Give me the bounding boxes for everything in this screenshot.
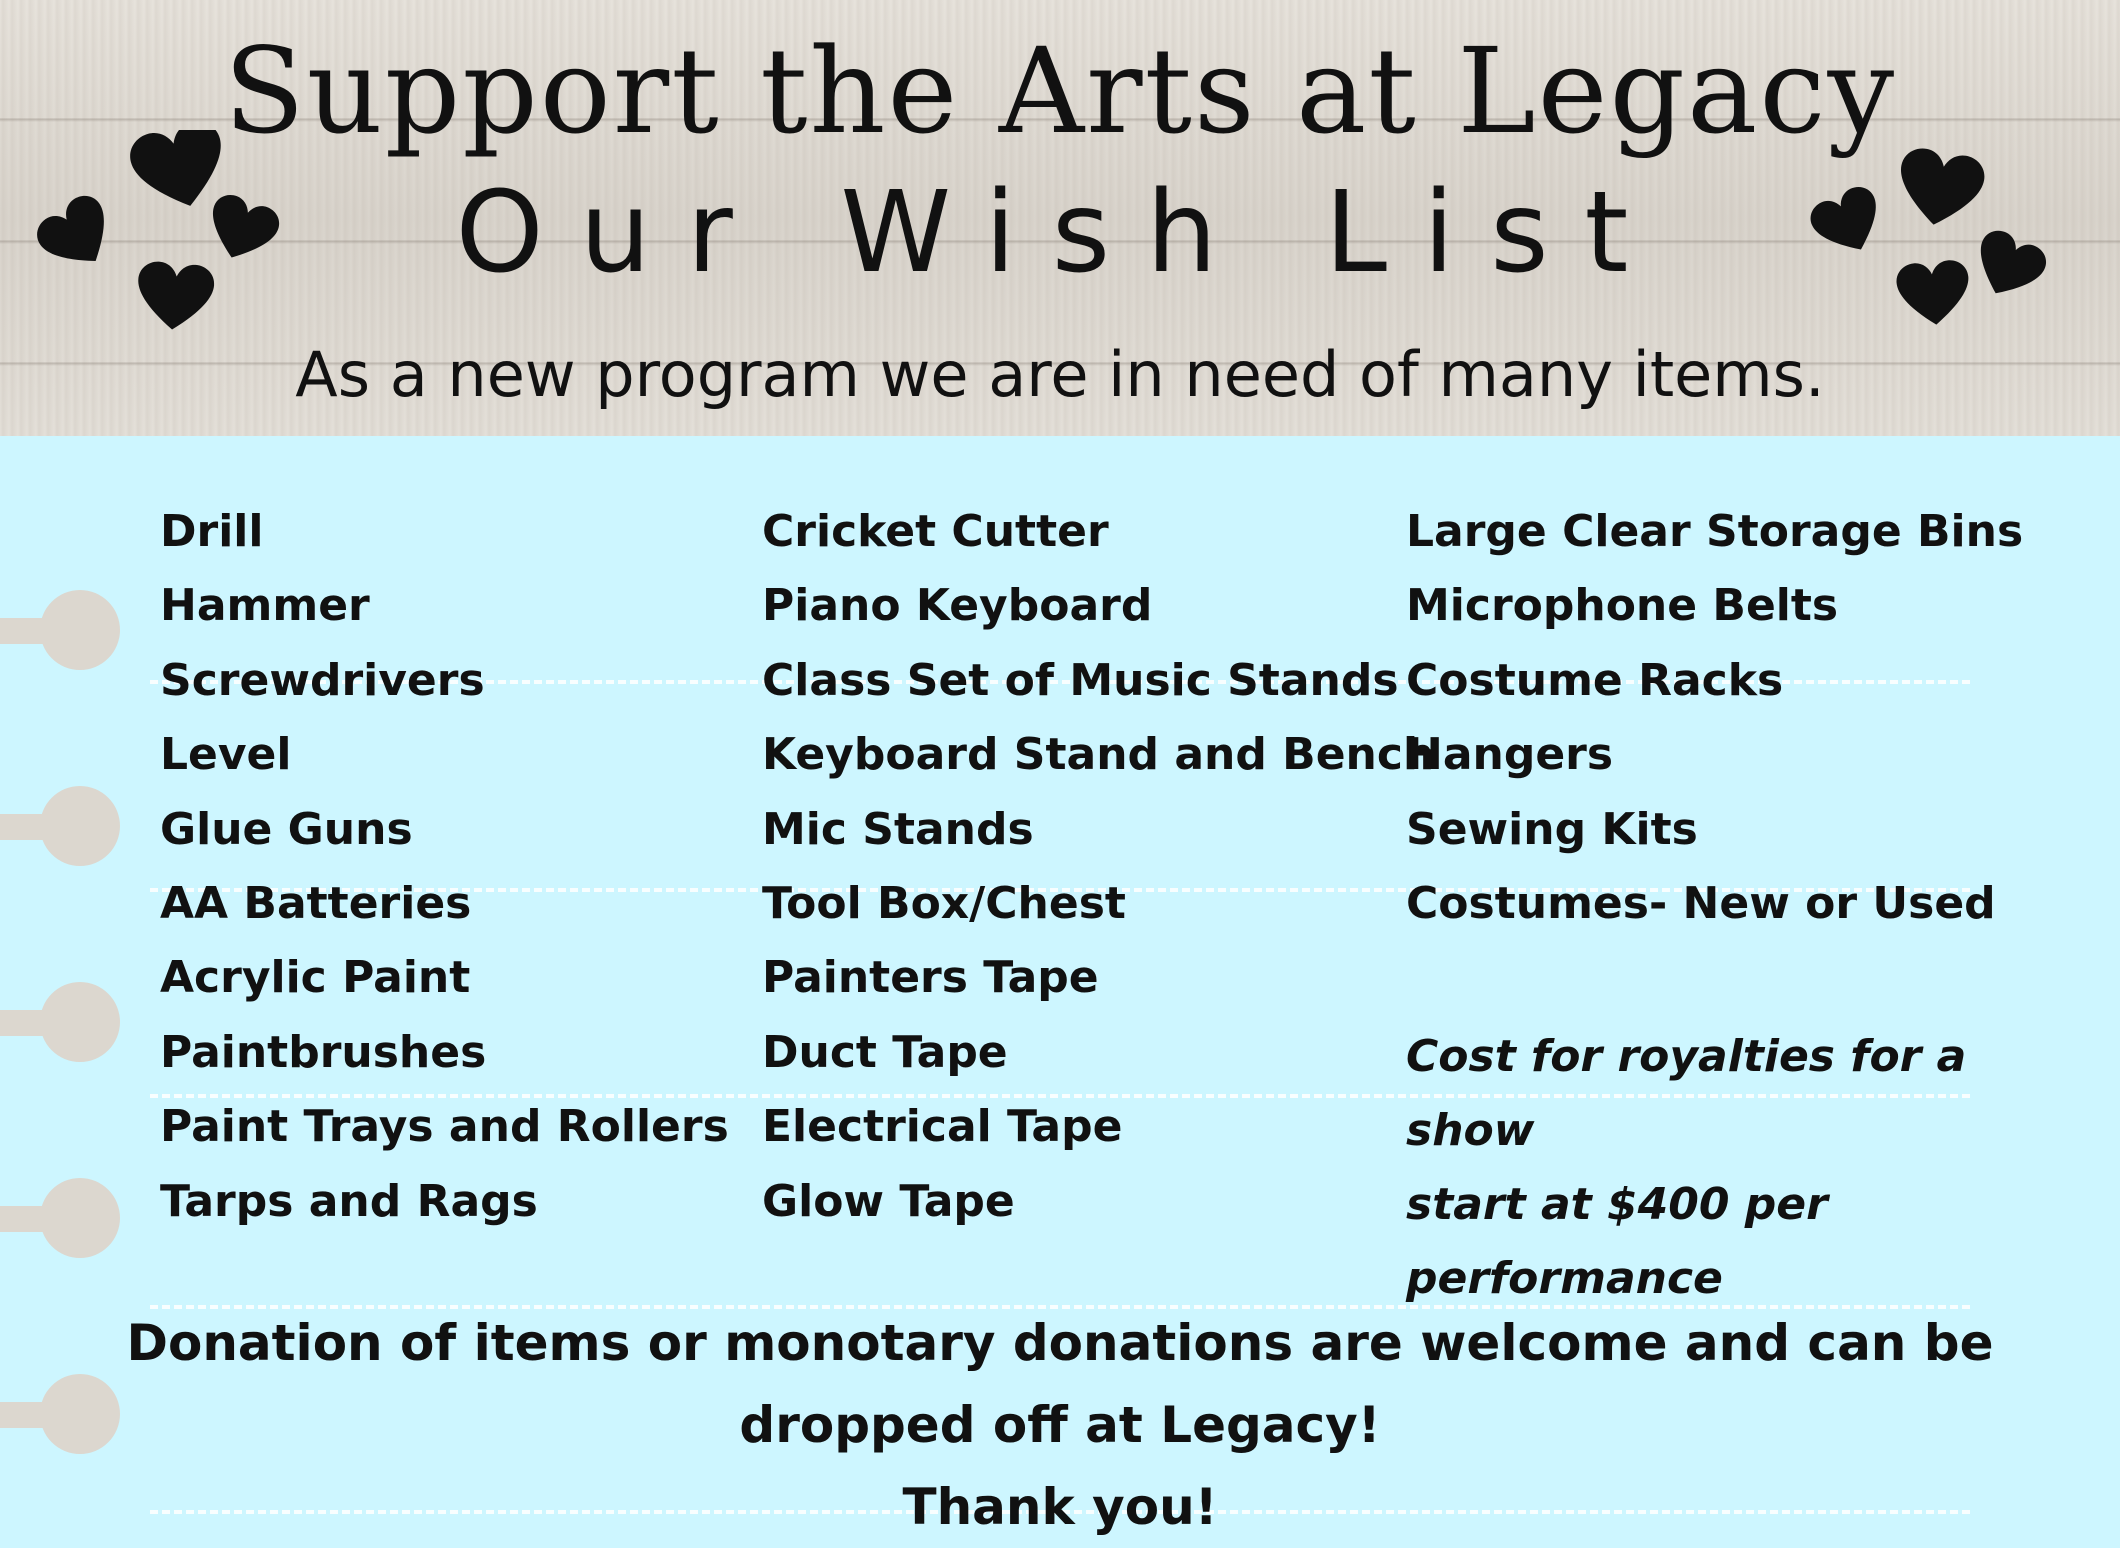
list-item: Electrical Tape (762, 1101, 1123, 1153)
tagline: As a new program we are in need of many items. (295, 338, 1825, 411)
heart-icon (134, 260, 216, 333)
list-item: Piano Keyboard (762, 580, 1153, 632)
list-item: Hammer (160, 580, 370, 632)
wood-header (0, 0, 2120, 436)
donation-message (0, 1302, 2120, 1548)
donation-line: dropped off at Legacy! (739, 1396, 1381, 1454)
heart-icon (30, 189, 125, 282)
list-item: Tarps and Rags (160, 1175, 538, 1227)
list-item: Cricket Cutter (762, 506, 1109, 557)
list-item: Paintbrushes (160, 1026, 487, 1078)
list-item: Paint Trays and Rollers (160, 1101, 729, 1153)
list-item: Mic Stands (762, 803, 1034, 855)
binder-hole (0, 1010, 120, 1038)
list-item: Tool Box/Chest (762, 877, 1126, 929)
list-item: Keyboard Stand and Bench (762, 729, 1435, 781)
heart-icon (1965, 225, 2052, 308)
list-item: Class Set of Music Stands (762, 654, 1399, 706)
list-item: Glow Tape (762, 1175, 1015, 1227)
hearts-left-icon (30, 130, 290, 350)
list-item: Microphone Belts (1406, 580, 1839, 632)
hearts-right-icon (1800, 130, 2060, 350)
royalty-note-line: start at $400 per performance (1406, 1179, 1828, 1304)
wish-list-column-equipment (762, 500, 1434, 1244)
list-item: AA Batteries (160, 877, 472, 929)
page-title: Support the Arts at Legacy (223, 22, 1897, 160)
list-item: Acrylic Paint (160, 952, 471, 1004)
donation-line: Donation of items or monotary donations are welcome and can be (126, 1314, 1994, 1372)
binder-hole (0, 618, 120, 646)
thank-you: Thank you! (902, 1478, 1218, 1536)
royalty-note (1406, 1020, 2106, 1316)
list-item: Level (160, 729, 292, 781)
wish-list-heading: Our Wish List (455, 168, 1665, 298)
binder-hole (0, 1206, 120, 1234)
heart-icon (1892, 145, 1987, 232)
wish-list-column-tools (160, 500, 729, 1244)
list-item: Duct Tape (762, 1026, 1008, 1078)
list-item: Drill (160, 506, 264, 557)
list-item: Screwdrivers (160, 654, 485, 706)
wish-list-column-costumes (1406, 500, 2023, 946)
list-item: Glue Guns (160, 803, 413, 855)
binder-hole (0, 814, 120, 842)
heart-icon (1895, 259, 1972, 328)
heart-icon (1805, 181, 1892, 264)
list-item: Painters Tape (762, 952, 1099, 1004)
list-item: Hangers (1406, 729, 1614, 781)
list-item: Costumes- New or Used (1406, 877, 1996, 929)
royalty-note-line: Cost for royalties for a show (1406, 1031, 1967, 1156)
list-item: Large Clear Storage Bins (1406, 506, 2024, 557)
list-item: Costume Racks (1406, 654, 1784, 706)
list-item: Sewing Kits (1406, 803, 1698, 855)
heart-icon (200, 190, 284, 269)
